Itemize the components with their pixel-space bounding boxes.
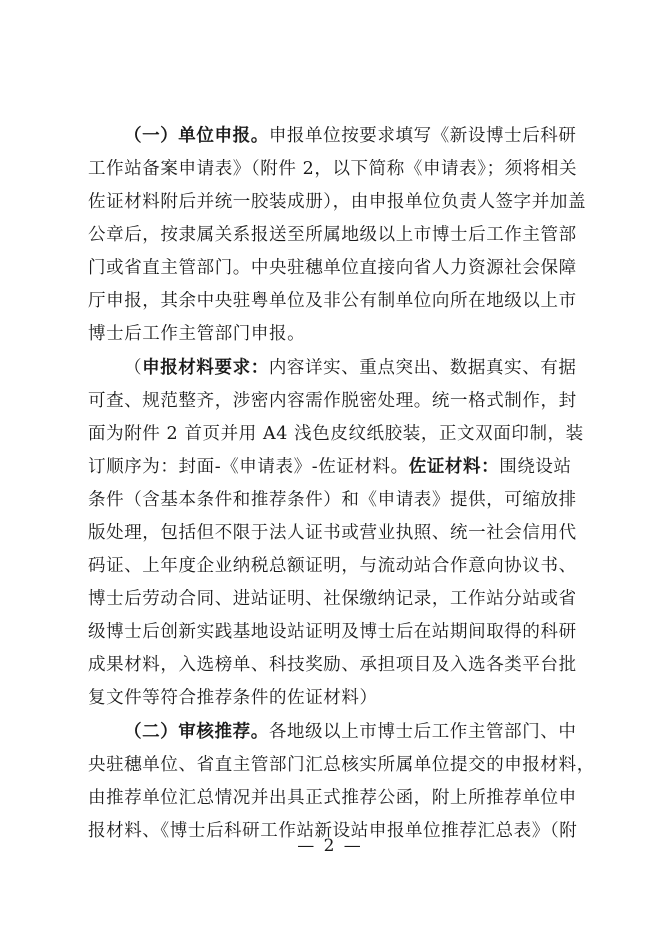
section1-line-2: 工作站备案申请表》（附件 2，以下简称《申请表》；须将相关 [88, 159, 578, 179]
requirements-line-1 [124, 353, 577, 383]
requirements-line-9: 级博士后创新实践基地设站证明及博士后在站期间取得的科研 [88, 622, 577, 642]
section2-line-3: 由推荐单位汇总情况并出具正式推荐公函，附上所推荐单位申 [88, 788, 577, 808]
section2-heading: （二）审核推荐。 [124, 722, 269, 742]
evidence-text-start: 围绕设站 [499, 457, 572, 477]
section2-line-1 [124, 717, 577, 747]
section1-line-7: 博士后工作主管部门申报。 [88, 324, 306, 344]
requirements-line-5: 条件（含基本条件和推荐条件）和《申请表》提供，可缩放排 [88, 490, 577, 510]
requirements-line-7: 码证、上年度企业纳税总额证明，与流动站合作意向协议书、 [88, 556, 577, 576]
requirements-label: 申报材料要求： [142, 358, 269, 378]
section1-line-4: 公章后，按隶属关系报送至所属地级以上市博士后工作主管部 [88, 225, 577, 245]
section2-text-1: 各地级以上市博士后工作主管部门、中 [268, 722, 577, 742]
section1-line-5: 门或省直主管部门。中央驻穗单位直接向省人力资源社会保障 [88, 258, 577, 278]
section2-line-2: 央驻穗单位、省直主管部门汇总核实所属单位提交的申报材料， [88, 755, 595, 775]
section1-line-1 [124, 121, 577, 151]
requirements-line-4 [88, 452, 572, 482]
requirements-line-2: 可查、规范整齐，涉密内容需作脱密处理。统一格式制作，封 [88, 391, 577, 411]
requirements-text-1: 内容详实、重点突出、数据真实、有据 [268, 358, 577, 378]
requirements-line-3: 面为附件 2 首页并用 A4 浅色皮纹纸胶装，正文双面印制，装 [88, 424, 584, 444]
section2-line-4: 报材料、《博士后科研工作站新设站申报单位推荐汇总表》（附 [88, 821, 578, 841]
section1-heading: （一）单位申报。 [124, 126, 269, 146]
section1-line-6: 厅申报，其余中央驻粤单位及非公有制单位向所在地级以上市 [88, 291, 577, 311]
page-number: — 2 — [297, 836, 363, 856]
requirements-open-paren: （ [124, 358, 143, 378]
evidence-label: 佐证材料： [408, 457, 500, 477]
requirements-order-text: 订顺序为：封面-《申请表》-佐证材料。 [88, 457, 409, 477]
section1-text-1: 申报单位按要求填写《新设博士后科研 [268, 126, 577, 146]
section1-line-3: 佐证材料附后并统一胶装成册），由申报单位负责人签字并加盖 [88, 192, 587, 212]
requirements-line-8: 博士后劳动合同、进站证明、社保缴纳记录，工作站分站或省 [88, 589, 577, 609]
requirements-line-6: 版处理，包括但不限于法人证书或营业执照、统一社会信用代 [88, 523, 577, 543]
requirements-line-10: 成果材料，入选榜单、科技奖励、承担项目及入选各类平台批 [88, 655, 577, 675]
requirements-line-11: 复文件等符合推荐条件的佐证材料） [88, 688, 378, 708]
